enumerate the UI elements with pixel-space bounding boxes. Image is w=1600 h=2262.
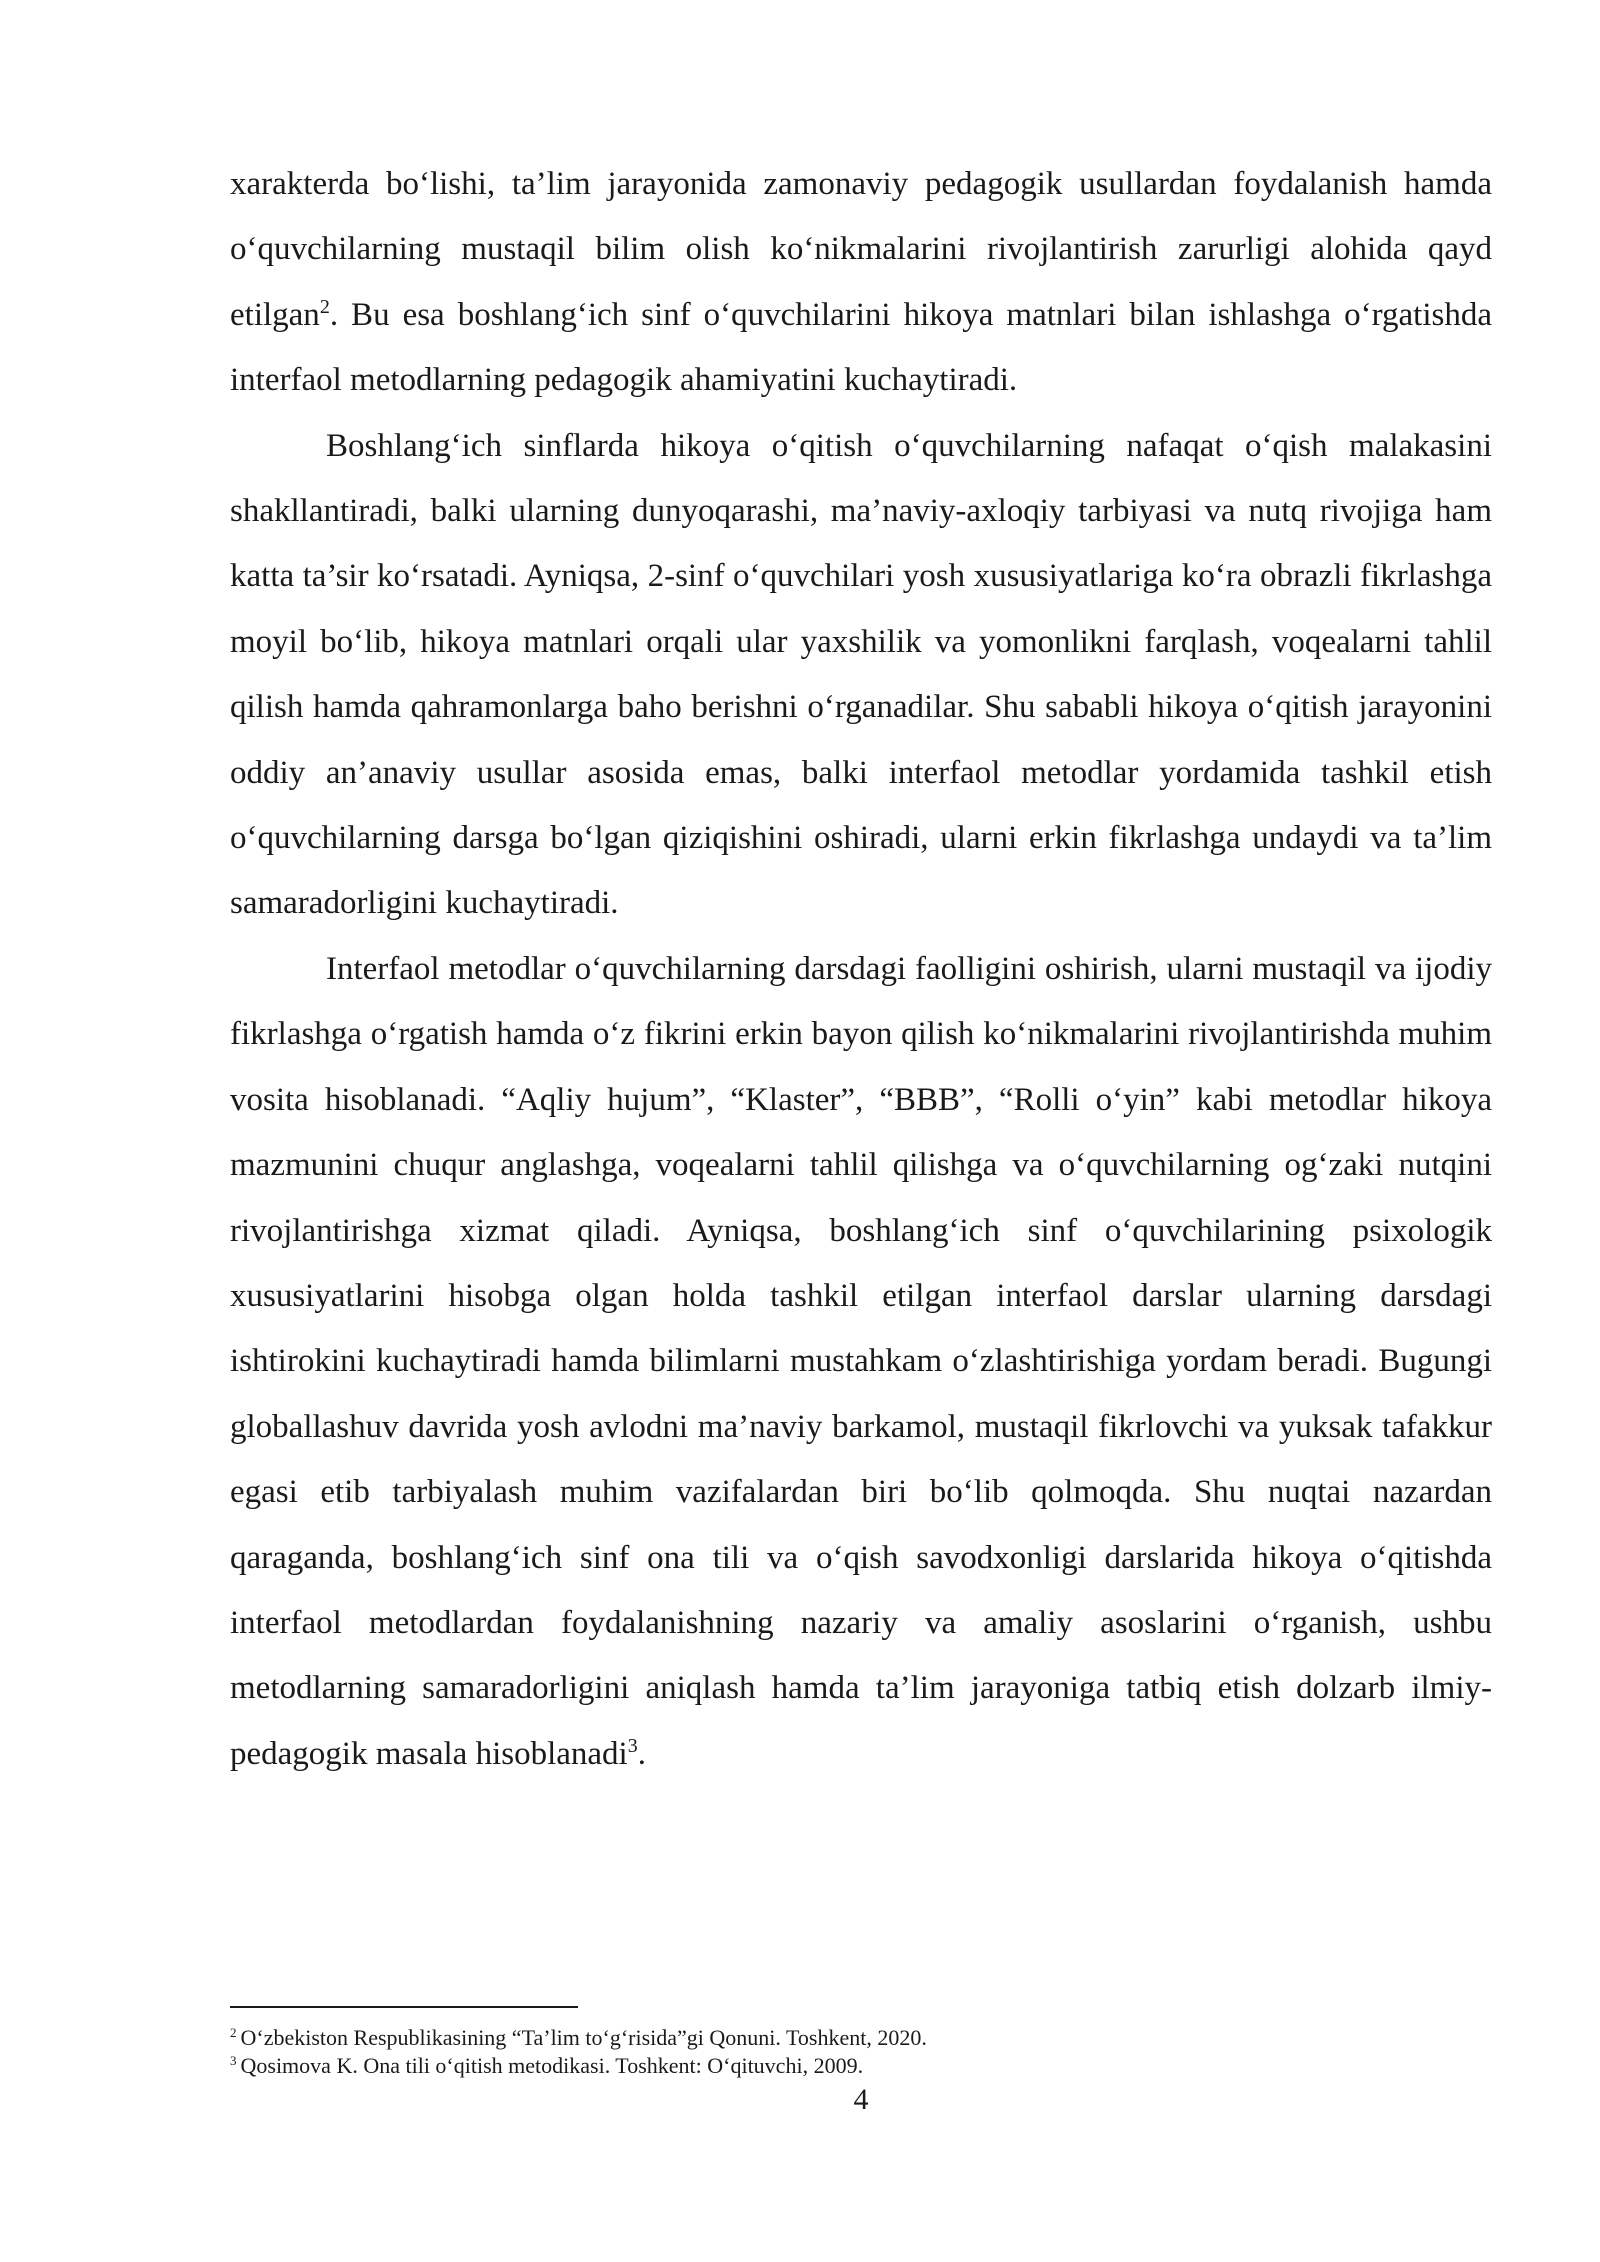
- paragraph-2: Boshlang‘ich sinflarda hikoya o‘qitish o‘quvchilarning nafaqat o‘qish malakasini shakllantiradi, balki ularning dunyoqarashi, ma’naviy-axloqiy tarbiyasi va nutq rivojiga ham katta ta’sir ko‘rsatadi. Ayniqsa, 2-sinf o‘quvchilari yosh xususiyatlariga ko‘ra obrazli fikrlashga moyil bo‘lib, hikoya matnlari orqali ular yaxshilik va yomonlikni farqlash, voqealarni tahlil qilish hamda qahramonlarga baho berishni o‘rganadilar. Shu sababli hikoya o‘qitish jarayonini oddiy an’anaviy usullar asosida emas, balki interfaol metodlar yordamida tashkil etish o‘quvchilarning darsga bo‘lgan qiziqishini oshiradi, ularni erkin fikrlashga undaydi va ta’lim samaradorligini kuchaytiradi.: [230, 427, 1492, 922]
- footnote-2: [230, 2024, 1492, 2052]
- footnote-mark: 2: [230, 2024, 237, 2040]
- paragraph-3: [230, 937, 1492, 1787]
- paragraph-1-text-cont: . Bu esa boshlang‘ich sinf o‘quvchilarini hikoya matnlari bilan ishlashga o‘rgatishda interfaol metodlarning pedagogik ahamiyatini kuchaytiradi.: [230, 296, 1492, 399]
- footnote-separator: [230, 2006, 578, 2008]
- paragraph-3-text-cont: .: [637, 1735, 646, 1772]
- body-text: [230, 152, 1492, 1787]
- paragraph-3-text: Interfaol metodlar o‘quvchilarning darsdagi faolligini oshirish, ularni mustaqil va ijodiy fikrlashga o‘rgatish hamda o‘z fikrini erkin bayon qilish ko‘nikmalarini rivojlantirishda muhim vosita hisoblanadi. “Aqliy hujum”, “Klaster”, “BBB”, “Rolli o‘yin” kabi metodlar hikoya mazmunini chuqur anglashga, voqealarni tahlil qilishga va o‘quvchilarning og‘zaki nutqini rivojlantirishga xizmat qiladi. Ayniqsa, boshlang‘ich sinf o‘quvchilarining psixologik xususiyatlarini hisobga olgan holda tashkil etilgan interfaol darslar ularning darsdagi ishtirokini kuchaytiradi hamda bilimlarni mustahkam o‘zlashtirishiga yordam beradi. Bugungi globallashuv davrida yosh avlodni ma’naviy barkamol, mustaqil fikrlovchi va yuksak tafakkur egasi etib tarbiyalash muhim vazifalardan biri bo‘lib qolmoqda. Shu nuqtai nazardan qaraganda, boshlang‘ich sinf ona tili va o‘qish savodxonligi darslarida hikoya o‘qitishda interfaol metodlardan foydalanishning nazariy va amaliy asoslarini o‘rganish, ushbu metodlarning samaradorligini aniqlash hamda ta’lim jarayoniga tatbiq etish dolzarb ilmiy-pedagogik masala hisoblanadi: [230, 950, 1492, 1772]
- footnote-text: Qosimova K. Ona tili o‘qitish metodikasi. Toshkent: O‘qituvchi, 2009.: [240, 2053, 864, 2078]
- footnotes: [230, 2024, 1492, 2080]
- footnote-ref-2[interactable]: 2: [319, 295, 330, 318]
- paragraph-1-text: xarakterda bo‘lishi, ta’lim jarayonida zamonaviy pedagogik usullardan foydalanish hamda o‘quvchilarning mustaqil bilim olish ko‘nikmalarini rivojlantirish zarurligi alohida qayd etilgan: [230, 166, 1492, 333]
- footnote-ref-3[interactable]: 3: [627, 1734, 638, 1757]
- paragraph-1: [230, 152, 1492, 414]
- footnote-mark: 3: [230, 2052, 237, 2068]
- footnote-text: O‘zbekiston Respublikasining “Ta’lim to‘g‘risida”gi Qonuni. Toshkent, 2020.: [240, 2025, 927, 2050]
- page-number: 4: [853, 2083, 869, 2116]
- footnote-3: [230, 2052, 1492, 2080]
